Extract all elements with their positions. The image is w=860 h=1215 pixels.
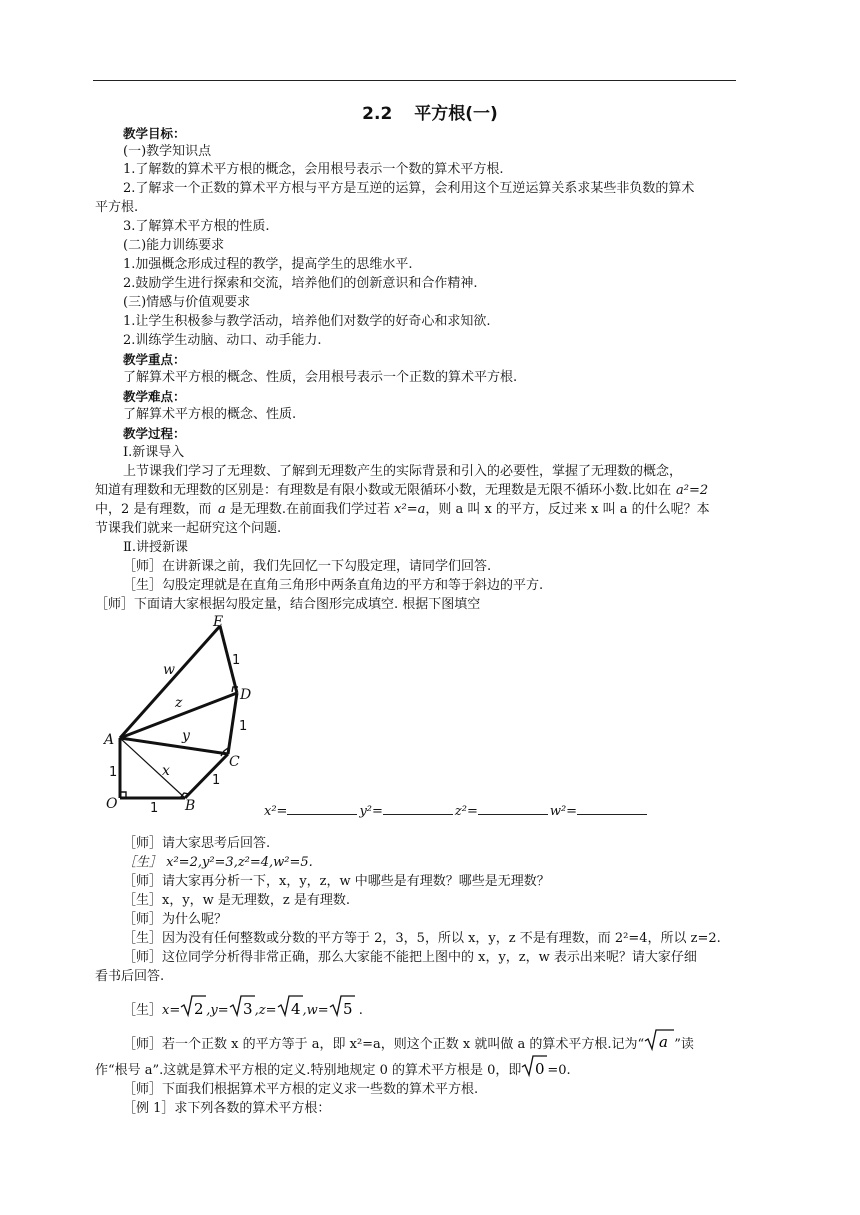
blank-x[interactable] [287, 802, 357, 815]
label-y: y [182, 728, 190, 744]
definition-line-2: 作“根号 a”.这就是算术平方根的定义.特别地规定 0 的算术平方根是 0，即 0 =0. [95, 1054, 571, 1087]
svg-text:2: 2 [194, 1000, 204, 1018]
body-line: ［师］这位同学分析得非常正确，那么大家能不能把上图中的 x，y，z，w 表示出来呢？请大家仔细 [123, 950, 697, 965]
body-line: ［师］为什么呢？ [123, 912, 228, 927]
label-w: w [163, 662, 175, 678]
svg-text:1: 1 [150, 801, 159, 816]
svg-text:1: 1 [212, 773, 221, 788]
label-z: z [175, 695, 183, 711]
body-line: ［生］勾股定理就是在直角三角形中两条直角边的平方和等于斜边的平方. [123, 578, 544, 593]
body-line: 上节课我们学习了无理数、了解到无理数产生的实际背景和引入的必要性，掌握了无理数的概念， [123, 464, 683, 479]
body-line: Ⅱ.讲授新课 [123, 540, 188, 555]
label-a: A [104, 732, 115, 748]
header-rule [93, 80, 736, 81]
label-b: B [185, 798, 196, 814]
body-line: ［师］在讲新课之前，我们先回忆一下勾股定理，请同学们回答. [123, 559, 492, 574]
body-line: 教学难点： [123, 389, 186, 404]
body-line: 教学目标： [123, 126, 186, 141]
body-line: 知道有理数和无理数的区别是：有理数是有限小数或无限循环小数，无理数是无限不循环小数.比如在 [95, 483, 672, 498]
section-number: 2.2 [362, 104, 393, 124]
body-line: ［生］因为没有任何整数或分数的平方等于 2，3，5，所以 x，y，z 不是有理数，而 2²=4，所以 z=2. [123, 931, 721, 946]
svg-text:1: 1 [109, 765, 118, 780]
blank-w[interactable] [577, 802, 647, 815]
body-line: 教学过程： [123, 426, 186, 441]
body-line: 节课我们就来一起研究这个问题. [95, 521, 282, 536]
svg-text:1: 1 [239, 719, 248, 734]
page-title [0, 99, 860, 124]
svg-text:4: 4 [290, 1000, 301, 1018]
body-line: 平方根. [95, 200, 139, 215]
sqrt-5 [329, 994, 355, 1027]
body-line: Ⅰ.新课导入 [123, 445, 185, 460]
label-x: x [162, 763, 170, 779]
label-d: D [240, 687, 252, 703]
svg-text:a: a [659, 1033, 669, 1051]
body-line: 1.加强概念形成过程的教学，提高学生的思维水平. [123, 257, 413, 272]
body-line: ［师］请大家再分析一下，x，y，z，w 中哪些是有理数？哪些是无理数？ [123, 874, 550, 889]
body-line: (二)能力训练要求 [123, 238, 225, 253]
body-line: (三)情感与价值观要求 [123, 295, 251, 310]
body-line: ［师］请大家思考后回答. [123, 836, 271, 851]
sqrt-3 [229, 994, 255, 1027]
sqrt-2 [180, 994, 206, 1027]
sqrt-0-symbol [521, 1054, 547, 1087]
answer-line: ［生］ x²=2,y²=3,z²=4,w²=5. [123, 855, 313, 870]
blank-z[interactable] [478, 802, 548, 815]
body-line: ［师］下面请大家根据勾股定量，结合图形完成填空. 根据下图填空 [95, 597, 481, 612]
svg-text:1: 1 [232, 653, 241, 668]
svg-text:0: 0 [535, 1060, 545, 1078]
section-title: 平方根(一) [414, 104, 498, 124]
body-line: 3.了解算术平方根的性质. [123, 219, 270, 234]
body-line: (一)教学知识点 [123, 144, 212, 159]
pythagoras-spiral-figure [100, 612, 252, 816]
body-line: 了解算术平方根的概念、性质. [123, 407, 297, 422]
blank-y[interactable] [383, 802, 453, 815]
body-line: ［师］下面我们根据算术平方根的定义求一些数的算术平方根. [123, 1082, 479, 1097]
body-line: 2.鼓励学生进行探索和交流，培养他们的创新意识和合作精神. [123, 276, 478, 291]
label-c: C [229, 754, 240, 770]
sqrt-4 [277, 994, 303, 1027]
sqrt-a-symbol [644, 1028, 674, 1061]
body-line: 看书后回答. [95, 969, 165, 984]
fill-in-blanks: x²= y²= z²= w²= [264, 802, 649, 819]
body-line: ［生］x，y，w 是无理数，z 是有理数. [123, 893, 351, 908]
body-line: 1.让学生积极参与教学活动，培养他们对数学的好奇心和求知欲. [123, 314, 491, 329]
body-line: 1.了解数的算术平方根的概念，会用根号表示一个数的算术平方根. [123, 162, 504, 177]
inline-a2: a²=2 [676, 483, 709, 498]
body-line: 了解算术平方根的概念、性质，会用根号表示一个正数的算术平方根. [123, 370, 518, 385]
body-line: ［例 1］求下列各数的算术平方根： [123, 1101, 331, 1116]
sqrt-answer-line: ［生］x= 2 ,y= 3 ,z= 4 ,w= 5 . [123, 994, 363, 1027]
definition-line-1: ［师］若一个正数 x 的平方等于 a，即 x²=a，则这个正数 x 就叫做 a 的算术平方根.记为“ a ”读 [123, 1028, 694, 1061]
svg-text:5: 5 [342, 1000, 353, 1018]
body-line-math: a 是无理数.在前面我们学过若 x²=a，则 a 叫 x 的平方，反过来 x 叫 a 的什么呢？本 [218, 502, 710, 517]
body-line: 2.了解求一个正数的算术平方根与平方是互逆的运算，会利用这个互逆运算关系求某些非负数的算术 [123, 181, 695, 196]
body-line: 2.训练学生动脑、动口、动手能力. [123, 333, 322, 348]
label-e: E [213, 614, 224, 630]
body-line: 中，2 是有理数，而 [95, 502, 212, 517]
svg-text:3: 3 [242, 1000, 253, 1018]
body-line: 教学重点： [123, 352, 186, 367]
label-o: O [106, 796, 118, 812]
